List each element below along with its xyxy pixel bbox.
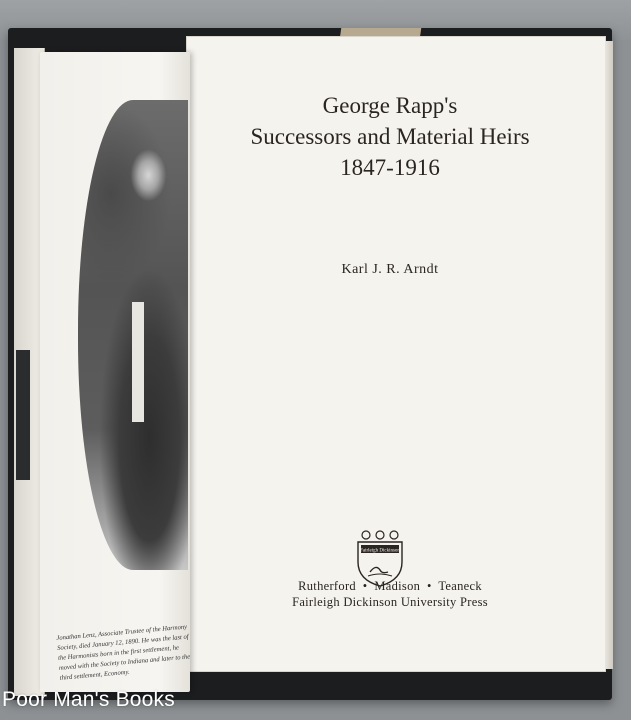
dust-jacket-spine (16, 350, 30, 480)
page-edge (605, 41, 613, 669)
imprint-publisher: Fairleigh Dickinson University Press (292, 595, 488, 609)
title-line-3: 1847-1916 (340, 155, 440, 180)
watermark: Poor Man's Books (2, 688, 175, 711)
logo-text: Fairleigh Dickinson (360, 548, 400, 554)
title-line-1: George Rapp's (322, 93, 458, 118)
imprint (190, 578, 590, 610)
book-author: Karl J. R. Arndt (341, 262, 439, 277)
portrait-collar (132, 302, 144, 422)
photo-caption: Jonathan Lenz, Associate Trustee of the Harmony Society, died January 12, 1890. He was the last of the Harmonists born in the first settlement, he moved with the Society to Indiana and later to the third settlement, Economy. (56, 623, 191, 682)
imprint-places: Rutherford • Madison • Teaneck (298, 579, 482, 593)
book-title (190, 90, 590, 183)
title-line-2: Successors and Material Heirs (250, 124, 530, 149)
frontispiece-page (40, 52, 190, 692)
